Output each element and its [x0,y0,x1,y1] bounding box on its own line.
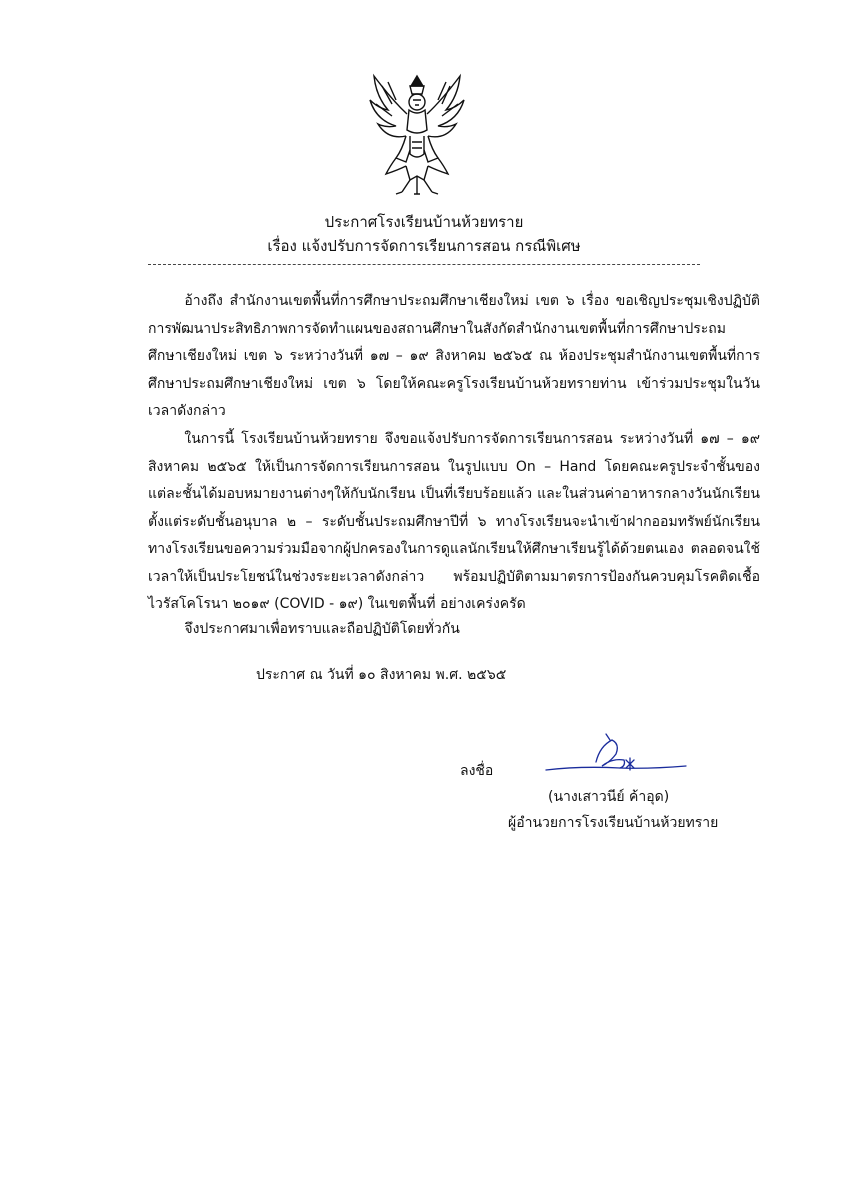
announcement-date: ประกาศ ณ วันที่ ๑๐ สิงหาคม พ.ศ. ๒๕๖๕ [256,667,507,683]
announcement-title: ประกาศโรงเรียนบ้านห้วยทราย [324,213,524,231]
signer-name: (นางเสาวนีย์ ค้าอุด) [548,789,670,805]
body-paragraph-details: ในการนี้ โรงเรียนบ้านห้วยทราย จึงขอแจ้งปรับการจัดการเรียนการสอน ระหว่างวันที่ ๑๗ – ๑๙ สิงหาคม ๒๕๖๕ ให้เป็นการจัดการเรียนการสอน ในรูปแบบ On – Hand โดยคณะครูประจำชั้นของแต่ละชั้นได้มอบหมายงานต่างๆให้กับนักเรียน เป็นที่เรียบร้อยแล้ว และในส่วนค่าอาหารกลางวันนักเรียน ตั้งแต่ระดับชั้นอนุบาล ๒ – ระดับชั้นประถมศึกษาปีที่ ๖ ทางโรงเรียนจะนำเข้าฝากออมทรัพย์นักเรียน ทางโรงเรียนขอความร่วมมือจากผู้ปกครองในการดูแลนักเรียนให้ศึกษาเรียนรู้ได้ด้วยตนเอง ตลอดจนใช้เวลาให้เป็นประโยชน์ในช่วงระยะเวลาดังกล่าว พร้อมปฏิบัติตามมาตรการป้องกันควบคุมโรคติดเชื้อไวรัสโคโรนา ๒๐๑๙ (COVID - ๑๙) ในเขตพื้นที่ อย่างเคร่งครัด [148,431,760,612]
signature-label: ลงชื่อ [460,763,494,779]
garuda-emblem-icon [362,70,472,198]
handwritten-signature-icon [540,732,690,784]
announcement-subject: เรื่อง แจ้งปรับการจัดการเรียนการสอน กรณีพิเศษ [267,237,581,255]
signer-position: ผู้อำนวยการโรงเรียนบ้านห้วยทราย [508,815,719,831]
body-paragraph-closing: จึงประกาศมาเพื่อทราบและถือปฏิบัติโดยทั่วกัน [184,621,460,637]
divider [148,264,700,265]
body-paragraph-reference: อ้างถึง สำนักงานเขตพื้นที่การศึกษาประถมศึกษาเชียงใหม่ เขต ๖ เรื่อง ขอเชิญประชุมเชิงปฏิบัติการพัฒนาประสิทธิภาพการจัดทำแผนของสถานศึกษาในสังกัดสำนักงานเขตพื้นที่การศึกษาประถมศึกษาเชียงใหม่ เขต ๖ ระหว่างวันที่ ๑๗ – ๑๙ สิงหาคม ๒๕๖๕ ณ ห้องประชุมสำนักงานเขตพื้นที่การศึกษาประถมศึกษาเชียงใหม่ เขต ๖ โดยให้คณะครูโรงเรียนบ้านห้วยทรายท่าน เข้าร่วมประชุมในวันเวลาดังกล่าว [148,293,760,419]
